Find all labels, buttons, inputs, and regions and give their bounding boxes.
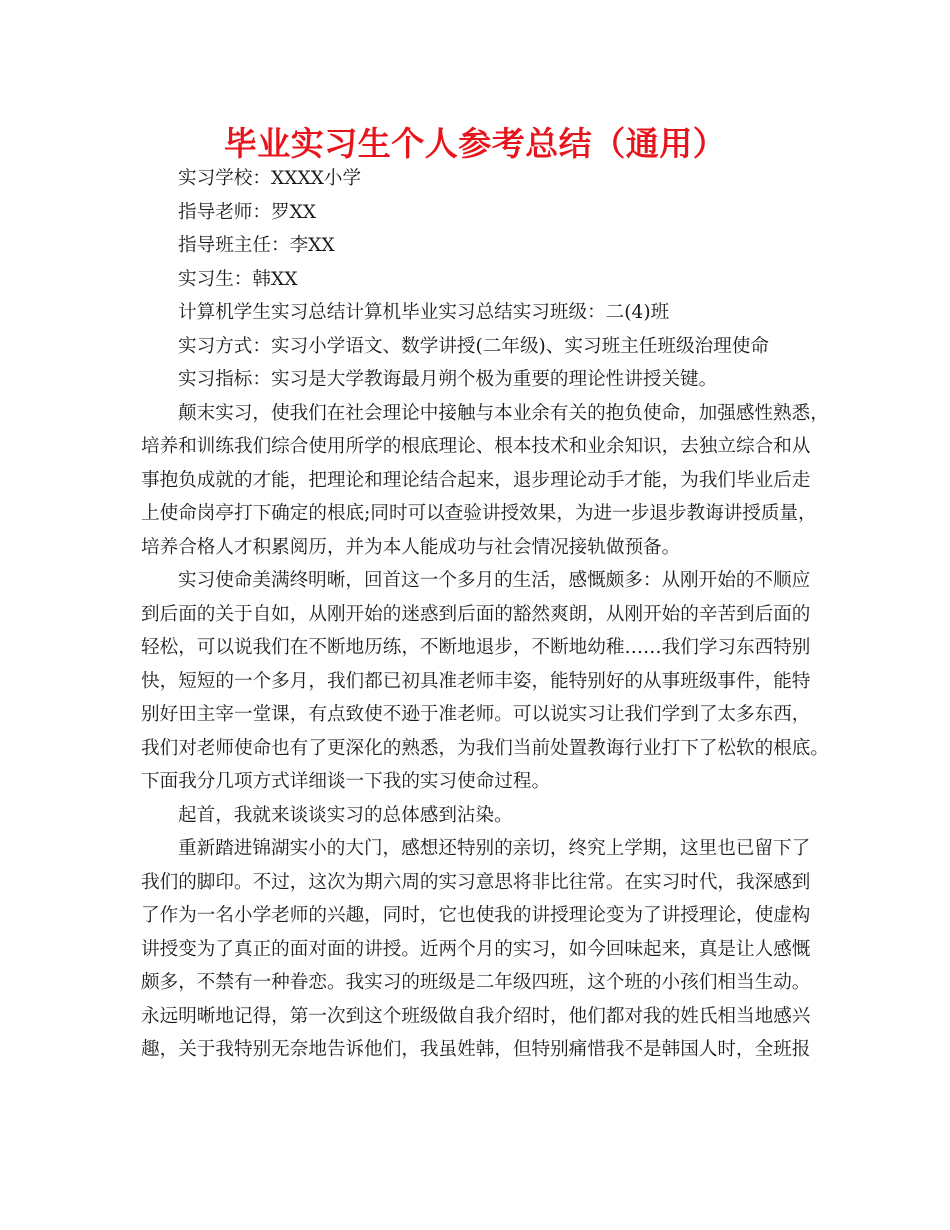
text-line: 重新踏进锦湖实小的大门，感想还特别的亲切，终究上学期，这里也已留下了: [178, 838, 811, 859]
text-line: 实习使命美满终明晰，回首这一个多月的生活，感慨颇多：从刚开始的不顺应: [178, 570, 811, 591]
text-line: 颠末实习，使我们在社会理论中接触与本业余有关的抱负使命，加强感性熟悉，: [178, 402, 829, 424]
text-line: 别好田主宰一堂课，有点致使不逊于准老师。可以说实习让我们学到了太多东西，: [141, 704, 811, 725]
text-line: 事抱负成就的才能，把理论和理论结合起来，退步理论动手才能，为我们毕业后走: [141, 469, 811, 491]
text-line: 颇多，不禁有一种眷恋。我实习的班级是二年级四班，这个班的小孩们相当生动。: [141, 972, 811, 993]
text-line: 轻松，可以说我们在不断地历练，不断地退步，不断地幼稚……我们学习东西特别: [141, 637, 811, 658]
text-line: 起首，我就来谈谈实习的总体感到沾染。: [178, 804, 513, 826]
text-line: 指导班主任：李XX: [178, 235, 335, 256]
text-line: 实习指标：实习是大学教诲最月朔个极为重要的理论性讲授关键。: [178, 369, 718, 390]
text-line: 永远明晰地记得，第一次到这个班级做自我介绍时，他们都对我的姓氏相当地感兴: [141, 1005, 811, 1027]
text-line: 了作为一名小学老师的兴趣，同时，它也使我的讲授理论变为了讲授理论，使虚构: [141, 905, 811, 926]
text-line: 我们对老师使命也有了更深化的熟悉，为我们当前处置教诲行业打下了松软的根底。: [141, 737, 829, 759]
text-line: 计算机学生实习总结计算机毕业实习总结实习班级：二(4)班: [178, 302, 670, 323]
text-line: 指导老师：罗XX: [178, 201, 317, 223]
text-line: 实习方式：实习小学语文、数学讲授(二年级)、实习班主任班级治理使命: [178, 335, 769, 357]
text-line: 培养合格人才积累阅历，并为本人能成功与社会情况接轨做预备。: [141, 536, 681, 558]
text-line: 讲授变为了真正的面对面的讲授。近两个月的实习，如今回味起来，真是让人感慨: [141, 938, 811, 960]
text-line: 实习生：韩XX: [178, 268, 298, 290]
text-line: 培养和训练我们综合使用所学的根底理论、根本技术和业余知识，去独立综合和从: [141, 436, 811, 457]
text-line: 快，短短的一个多月，我们都已初具准老师丰姿，能特别好的从事班级事件，能特: [141, 670, 811, 692]
text-line: 到后面的关于自如，从刚开始的迷惑到后面的豁然爽朗，从刚开始的辛苦到后面的: [141, 603, 811, 625]
text-line: 实习学校：XXXX小学: [178, 168, 362, 189]
text-line: 趣，关于我特别无奈地告诉他们，我虽姓韩，但特别痛惜我不是韩国人时，全班报: [141, 1039, 811, 1060]
document-title: 毕业实习生个人参考总结（通用）: [223, 124, 727, 163]
document-body: [141, 162, 831, 1067]
text-line: 我们的脚印。不过，这次为期六周的实习意思将非比往常。在实习时代，我深感到: [141, 871, 811, 893]
text-line: 下面我分几项方式详细谈一下我的实习使命过程。: [141, 771, 551, 792]
text-line: 上使命岗亭打下确定的根底;同时可以查验讲授效果，为进一步退步教诲讲授质量，: [141, 503, 817, 524]
